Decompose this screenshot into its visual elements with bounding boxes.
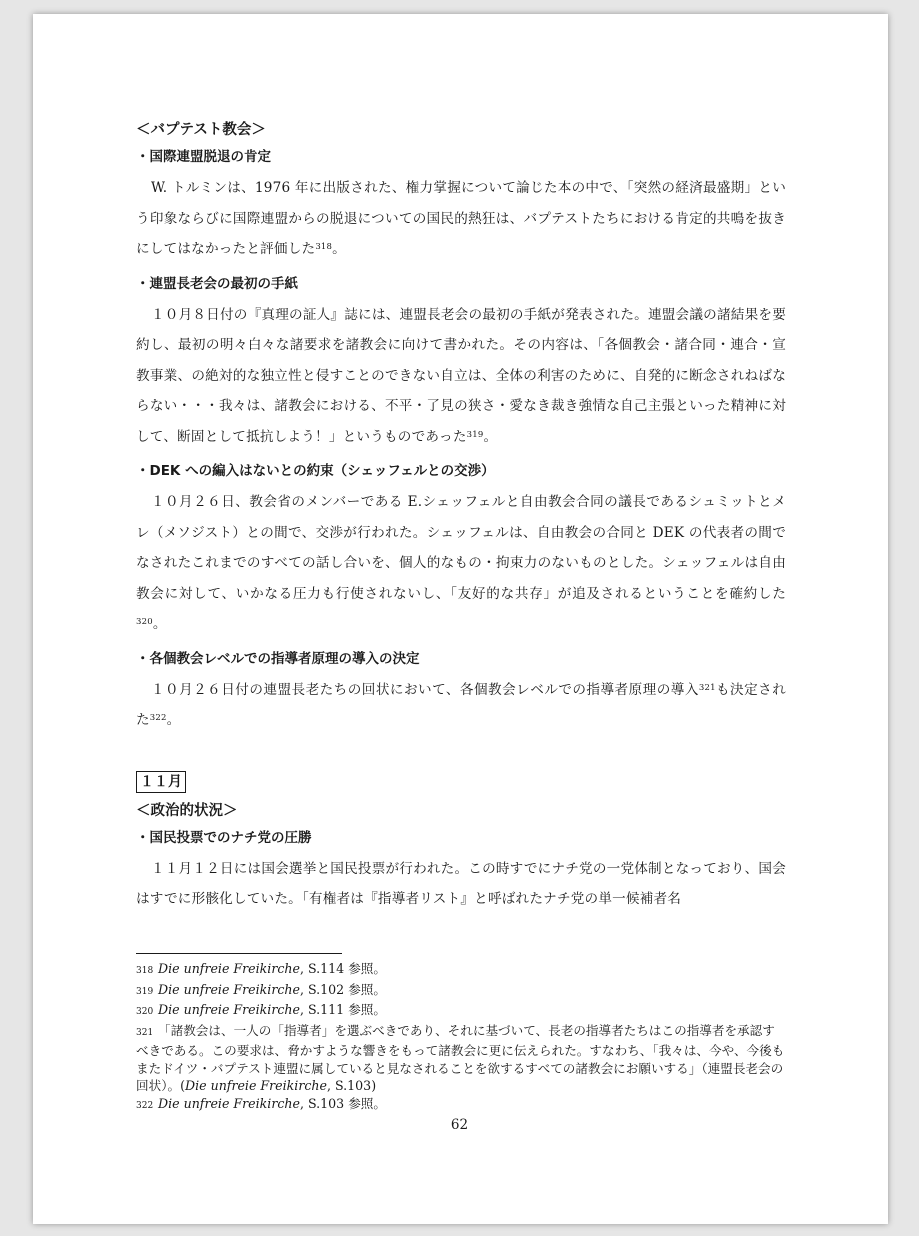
footnote-ref-322[interactable]: 322: [149, 713, 167, 723]
paragraph-scheffel: １０月２６日、教会省のメンバーである E.シェッフェルと自由教会合同の議長であるシュミットとメレ（メソジスト）との間で、交渉が行われた。シェッフェルは、自由教会の合同と DEK の代表者の間でなされたこれまでのすべての話し合いを、個人的なもの・拘束力のないものとした。シェッフェルは自由教会に対して、いかなる圧力も行使されないし、「友好的な共存」が追及されるということを確約した$^{320}$。: [136, 494, 786, 632]
footnotes: [136, 960, 786, 1115]
paragraph-referendum: １１月１２日には国会選挙と国民投票が行われた。この時すでにナチ党の一党体制となっており、国会はすでに形骸化していた。「有権者は『指導者リスト』と呼ばれたナチ党の単一候補者名: [136, 860, 786, 907]
subheading-league-withdrawal: ・国際連盟脱退の肯定: [136, 149, 271, 165]
subheading-referendum: ・国民投票でのナチ党の圧勝: [136, 829, 312, 846]
month-label-november: １１月: [136, 771, 186, 793]
subheading-dek-promise: ・DEK への編入はないとの約束（シェッフェルとの交渉）: [136, 463, 495, 479]
paragraph-leader-principle: １０月２６日付の連盟長老たちの回状において、各個教会レベルでの指導者原理の導入$^{321}$も決定された$^{322}$。: [136, 681, 787, 728]
section-heading-political: ＜政治的状況＞: [136, 802, 238, 819]
footnote-divider: [136, 953, 342, 954]
footnote-320: 320 Die unfreie Freikirche, S.111 参照。: [136, 1002, 386, 1017]
main-content: [136, 118, 786, 916]
footnote-ref-318[interactable]: 318: [315, 242, 333, 252]
subheading-leader-principle: ・各個教会レベルでの指導者原理の導入の決定: [136, 650, 420, 667]
page-number: 62: [450, 1117, 469, 1133]
subheading-first-letter: ・連盟長老会の最初の手紙: [136, 275, 298, 292]
footnote-322: 322 Die unfreie Freikirche, S.103 参照。: [136, 1095, 386, 1111]
paragraph-tolmin: W. トルミンは、1976 年に出版された、権力掌握について論じた本の中で、「突然の経済最盛期」という印象ならびに国際連盟からの脱退についての国民的熱狂は、バプテストたちにおける肯定的共鳴を抜きにしてはなかったと評価した$^{318}$。: [136, 180, 786, 257]
footnote-319: 319 Die unfreie Freikirche, S.102 参照。: [136, 981, 386, 997]
footnote-321: 321 「諸教会は、一人の「指導者」を選ぶべきであり、それに基づいて、長老の指導者たちはこの指導者を承認すべきである。この要求は、脅かすような響きをもって諸教会に更に伝えられた。すなわち、「我々は、今や、今後もまたドイツ・バプテスト連盟に属していると見なされることを欲するすべての諸教会にお願いする」（連盟長老会の回状）。(Die unfreie Freikirche, S.103): [136, 1022, 785, 1093]
footnote-ref-321[interactable]: 321: [698, 682, 716, 693]
section-heading-baptist: ＜バプテスト教会＞: [136, 122, 266, 138]
footnote-318: 318 Die unfreie Freikirche, S.114 参照。: [136, 961, 386, 976]
paragraph-first-letter: １０月８日付の『真理の証人』誌には、連盟長老会の最初の手紙が発表された。連盟会議の諸結果を要約し、最初の明々白々な諸要求を諸教会に向けて書かれた。その内容は、「各個教会・諸合同・連合・宣教事業、の絶対的な独立性と侵すことのできない自立は、全体の利害のために、自発的に断念されねばならない・・・我々は、諸教会における、不平・了見の狭さ・愛なき裁き強情な自己主張といった精神に対して、断固として抵抗しよう！」というものであった$^{319}$。: [136, 306, 786, 445]
footnote-ref-320[interactable]: 320: [136, 617, 153, 627]
footnote-ref-319[interactable]: 319: [466, 429, 484, 440]
